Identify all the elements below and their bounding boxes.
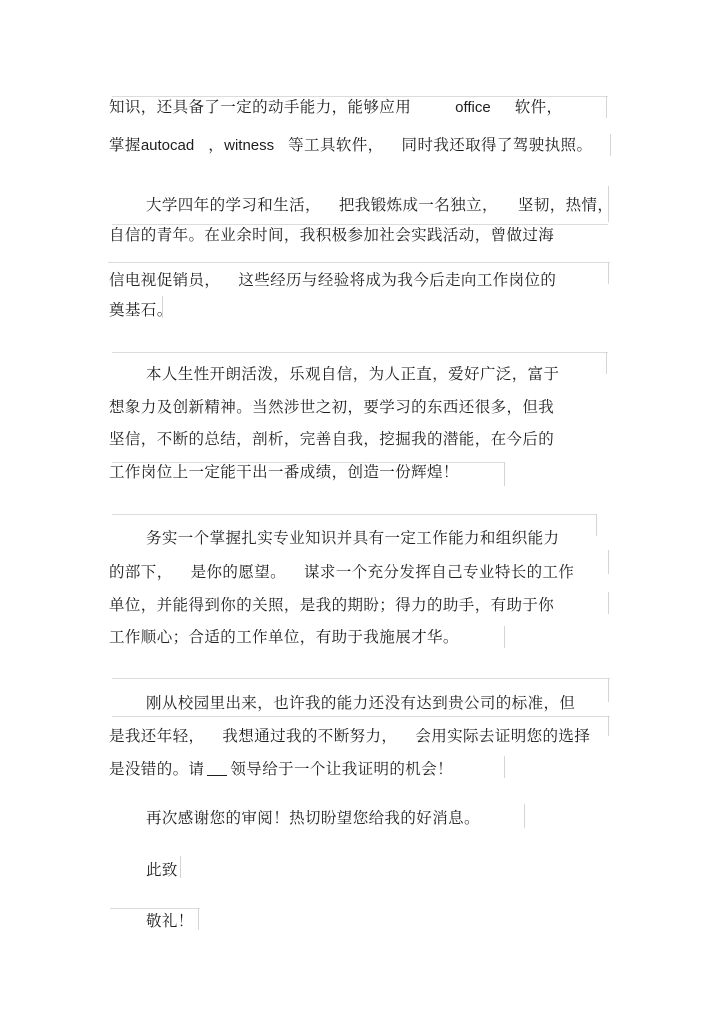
scan-rule bbox=[504, 462, 505, 486]
p2-line-4: 奠基石。 bbox=[109, 301, 173, 319]
text-span: 等工具软件， bbox=[288, 136, 384, 154]
scan-rule bbox=[180, 856, 181, 878]
text-span: witness bbox=[224, 137, 275, 154]
closing-salutation: 此致 bbox=[146, 861, 178, 879]
p4-line-4: 工作顺心；合适的工作单位，有助于我施展才华。 bbox=[109, 628, 459, 646]
p4-line-2 bbox=[109, 562, 574, 582]
p1-line-2 bbox=[109, 135, 592, 156]
scan-rule bbox=[112, 678, 610, 679]
scan-rule bbox=[112, 716, 610, 717]
p3-line-3: 坚信，不断的总结，剖析，完善自我，挖掘我的潜能，在今后的 bbox=[109, 430, 555, 448]
scan-rule bbox=[198, 908, 199, 930]
text-span: 把我锻炼成一名独立， bbox=[338, 196, 498, 214]
p5-line-2 bbox=[109, 726, 590, 746]
text-span: 会用实际去证明您的选择 bbox=[415, 727, 591, 745]
text-span: 软件， bbox=[514, 98, 563, 116]
scan-rule bbox=[596, 514, 597, 536]
scan-rule bbox=[110, 908, 200, 909]
p3-line-4: 工作岗位上一定能干出一番成绩，创造一份辉煌！ bbox=[109, 463, 459, 481]
p2-line-1 bbox=[146, 195, 613, 215]
text-span: 这些经历与经验将成为我今后走向工作岗位的 bbox=[238, 271, 557, 289]
p4-line-1: 务实一个掌握扎实专业知识并具有一定工作能力和组织能力 bbox=[146, 529, 560, 547]
scan-rule bbox=[504, 626, 505, 648]
p2-line-3 bbox=[109, 270, 556, 290]
p5-line-1: 刚从校园里出来，也许我的能力还没有达到贵公司的标准，但 bbox=[146, 694, 576, 712]
text-span: 同时我还取得了驾驶执照。 bbox=[401, 136, 593, 154]
closing-regards: 敬礼！ bbox=[146, 912, 194, 930]
text-span: 是你的愿望。 bbox=[190, 563, 287, 581]
text-span: 谋求一个充分发挥自己专业特长的工作 bbox=[304, 563, 575, 581]
scan-rule bbox=[504, 756, 505, 778]
p2-line-2: 自信的青年。在业余时间，我积极参加社会实践活动，曾做过海 bbox=[109, 226, 555, 244]
scan-rule bbox=[608, 678, 609, 702]
p3-line-1: 本人生性开朗活泼，乐观自信，为人正直，爱好广泛，富于 bbox=[146, 365, 560, 383]
text-span: 的部下， bbox=[109, 563, 173, 581]
text-span: office bbox=[455, 99, 491, 116]
p1-line-1 bbox=[109, 97, 562, 118]
scan-rule bbox=[608, 550, 609, 574]
scan-rule bbox=[610, 134, 611, 156]
scan-rule bbox=[108, 262, 610, 263]
text-span: 我想通过我的不断努力， bbox=[222, 727, 398, 745]
scan-rule bbox=[112, 352, 608, 353]
text-span: 掌握 bbox=[109, 136, 141, 154]
text-span: 大学四年的学习和生活， bbox=[146, 196, 321, 214]
scan-rule bbox=[606, 352, 607, 374]
p3-line-2: 想象力及创新精神。当然涉世之初，要学习的东西还很多，但我 bbox=[109, 398, 555, 416]
scan-rule bbox=[608, 716, 609, 736]
scan-rule bbox=[608, 592, 609, 614]
blank-underline bbox=[207, 759, 227, 776]
scan-rule bbox=[112, 514, 596, 515]
p4-line-3: 单位，并能得到你的关照，是我的期盼；得力的助手，有助于你 bbox=[109, 596, 555, 614]
scan-rule bbox=[608, 262, 609, 284]
scan-rule bbox=[606, 96, 607, 118]
text-span: 信电视促销员， bbox=[109, 271, 221, 289]
text-span: autocad bbox=[140, 137, 195, 154]
p5-line-3 bbox=[109, 759, 453, 779]
text-span: ， bbox=[208, 136, 225, 154]
text-span: 知识，还具备了一定的动手能力，能够应用 bbox=[109, 98, 412, 116]
text-span: 是没错的。请 bbox=[109, 760, 205, 778]
text-span: 坚韧，热情， bbox=[517, 196, 614, 214]
text-span: 领导给于一个让我证明的机会！ bbox=[230, 760, 454, 778]
p6-line-1: 再次感谢您的审阅！热切盼望您给我的好消息。 bbox=[146, 809, 480, 827]
scan-rule bbox=[524, 804, 525, 828]
text-span: 是我还年轻， bbox=[109, 727, 205, 745]
